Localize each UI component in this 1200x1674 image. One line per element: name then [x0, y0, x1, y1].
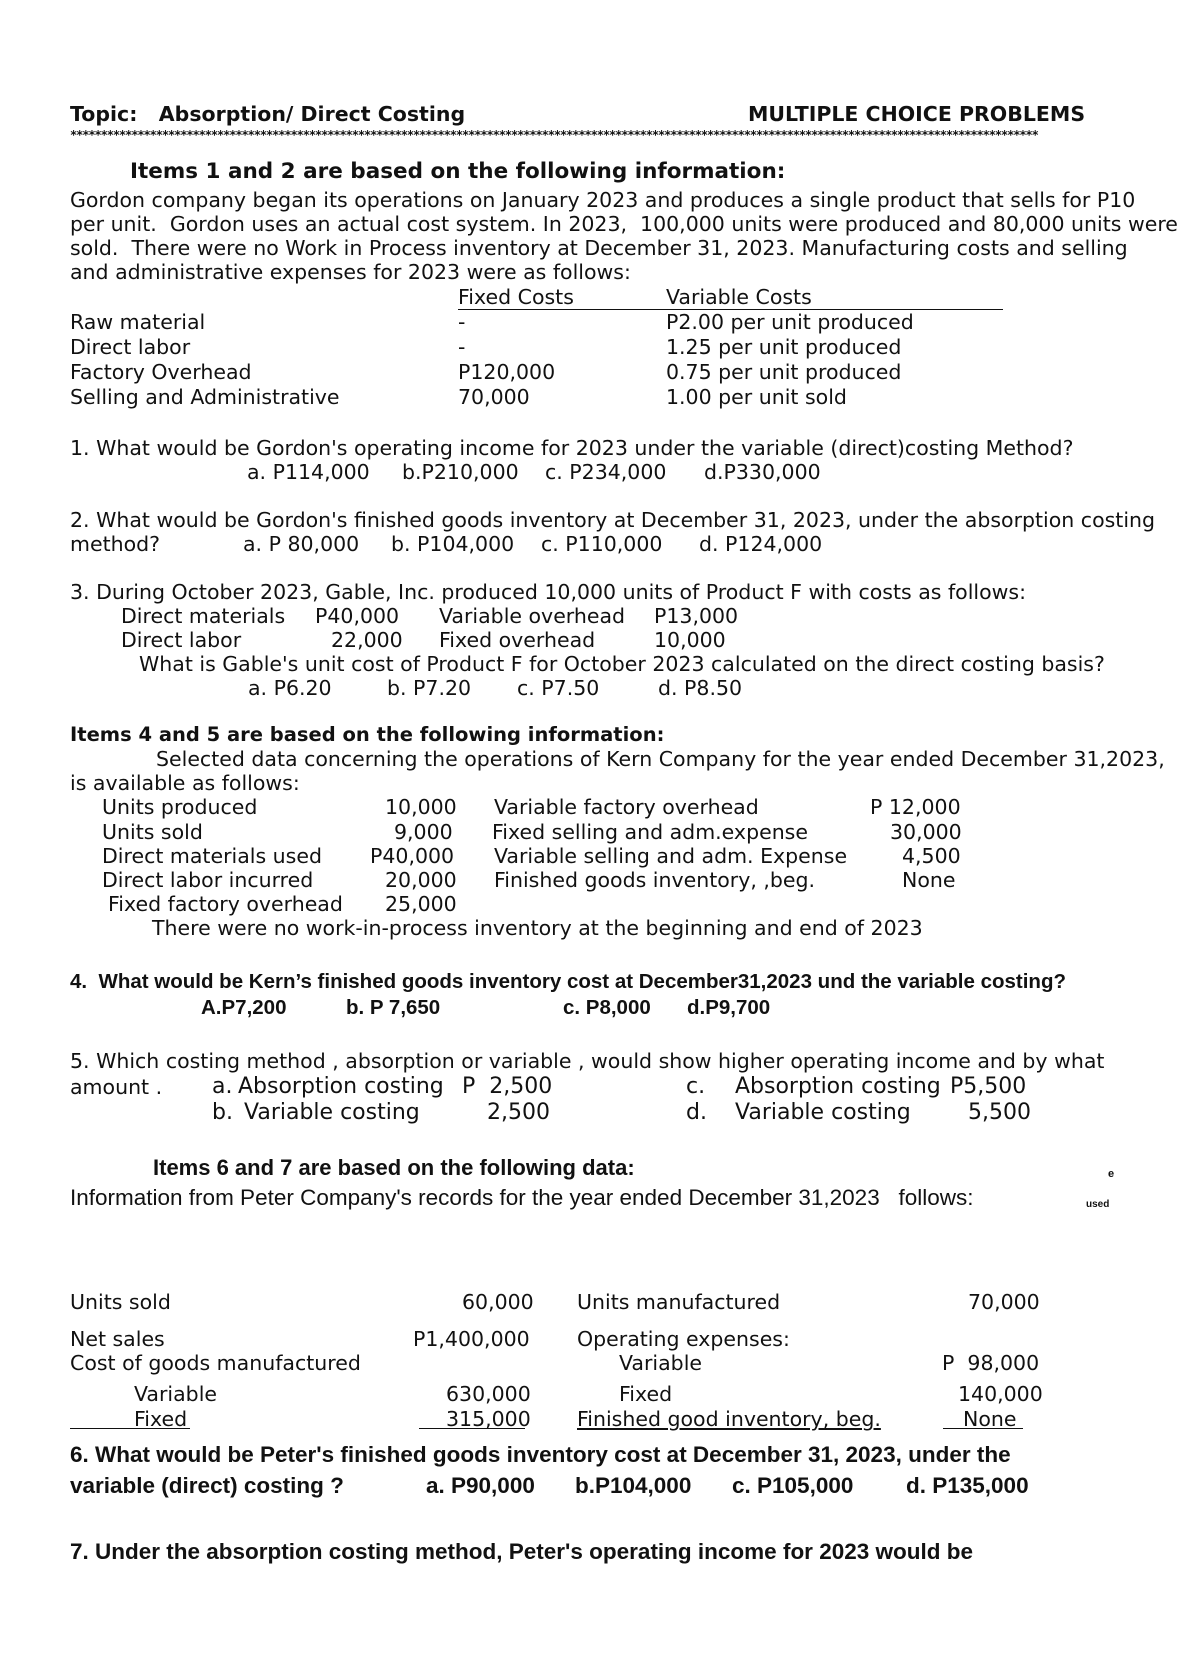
q6-choice-a: a. P90,000	[426, 1473, 535, 1498]
kern-data-label: Direct labor incurred	[102, 868, 314, 892]
kern-data-value: 10,000	[385, 795, 457, 819]
q6-choice-c: c. P105,000	[732, 1473, 854, 1498]
q5-choice-amount: P 2,500	[462, 1074, 553, 1099]
q3-cost-value: 22,000	[331, 628, 403, 652]
question-2-line-2: method?	[70, 532, 161, 556]
row-label: Direct labor	[70, 335, 191, 359]
kern-data-value: 4,500	[902, 844, 961, 868]
stray-mark: used	[1086, 1199, 1110, 1210]
q2-choice-d: d. P124,000	[699, 532, 823, 556]
peter-data-value: P1,400,000	[413, 1327, 530, 1351]
question-1: 1. What would be Gordon's operating income for 2023 under the variable (direct)costing Method?	[70, 436, 1074, 460]
kern-data-label: Variable selling and adm. Expense	[494, 844, 848, 868]
q5-choice-amount: 5,500	[968, 1100, 1031, 1125]
q5-choice-letter: a.	[212, 1074, 233, 1099]
q3-cost-value: P40,000	[315, 604, 400, 628]
items-4-5-heading: Items 4 and 5 are based on the following information:	[70, 723, 665, 746]
q1-choice-a: a. P114,000	[247, 460, 370, 484]
peter-data-label: Fixed	[619, 1382, 673, 1406]
question-3-intro: 3. During October 2023, Gable, Inc. produced 10,000 units of Product F with costs as follows:	[70, 580, 1026, 604]
q5-choice-amount: 2,500	[487, 1100, 550, 1125]
q3-choice-b: b. P7.20	[387, 676, 472, 700]
peter-data-label: Finished good inventory, beg.	[577, 1407, 881, 1431]
question-5-line-1: 5. Which costing method , absorption or variable , would show higher operating income and by what	[70, 1049, 1105, 1073]
q5-choice-letter: d.	[686, 1100, 707, 1125]
row-label: Selling and Administrative	[70, 385, 340, 409]
row-variable: 1.25 per unit produced	[666, 335, 902, 359]
items-6-7-heading: Items 6 and 7 are based on the following data:	[153, 1155, 635, 1180]
q2-choice-b: b. P104,000	[391, 532, 515, 556]
kern-data-label: Fixed factory overhead	[108, 892, 343, 916]
peter-data-value: P 98,000	[942, 1351, 1040, 1375]
q1-choice-d: d.P330,000	[704, 460, 821, 484]
kern-data-value: 30,000	[890, 820, 962, 844]
kern-data-value: 25,000	[385, 892, 457, 916]
q5-choice-letter: b.	[212, 1100, 233, 1125]
kern-data-label: Direct materials used	[102, 844, 322, 868]
q1-choice-b: b.P210,000	[402, 460, 519, 484]
row-fixed: P120,000	[458, 360, 556, 384]
kern-data-label: Variable factory overhead	[494, 795, 759, 819]
q3-cost-label: Fixed overhead	[439, 628, 596, 652]
peter-data-value: 140,000	[958, 1382, 1043, 1406]
peter-data-label: Net sales	[70, 1327, 165, 1351]
q4-choice-a: A.P7,200	[201, 996, 287, 1019]
question-7: 7. Under the absorption costing method, Peter's operating income for 2023 would be	[70, 1539, 973, 1564]
kern-data-label: Finished goods inventory, ,beg.	[494, 868, 816, 892]
q5-choice-amount: P5,500	[950, 1074, 1027, 1099]
kern-data-label: Units produced	[102, 795, 258, 819]
q5-choice-text: Absorption costing	[238, 1074, 444, 1099]
q5-choice-text: Absorption costing	[735, 1074, 941, 1099]
q2-choice-c: c. P110,000	[541, 532, 663, 556]
gordon-paragraph-line-1: Gordon company began its operations on January 2023 and produces a single product that sells for P10	[70, 188, 1136, 212]
peter-info: Information from Peter Company's records for the year ended December 31,2023 follows:	[70, 1185, 974, 1210]
fixed-costs-header: Fixed Costs	[458, 285, 574, 309]
kern-data-value: None	[902, 868, 956, 892]
peter-data-label: Units sold	[70, 1290, 171, 1314]
q2-choice-a: a. P 80,000	[243, 532, 360, 556]
kern-paragraph-line-2: is available as follows:	[70, 771, 300, 795]
row-fixed: -	[458, 310, 466, 334]
q3-cost-value: P13,000	[654, 604, 739, 628]
topic-title: Topic: Absorption/ Direct Costing	[70, 102, 466, 126]
q3-cost-label: Direct materials	[121, 604, 286, 628]
peter-data-value: 60,000	[462, 1290, 534, 1314]
peter-data-label: Variable	[619, 1351, 703, 1375]
q5-choice-text: Variable costing	[244, 1100, 420, 1125]
peter-data-label: Operating expenses:	[577, 1327, 790, 1351]
peter-data-value: 70,000	[968, 1290, 1040, 1314]
row-variable: 0.75 per unit produced	[666, 360, 902, 384]
row-fixed: 70,000	[458, 385, 530, 409]
row-variable: 1.00 per unit sold	[666, 385, 847, 409]
q4-choice-c: c. P8,000	[563, 996, 651, 1019]
q5-choice-letter: c.	[686, 1074, 706, 1099]
kern-data-value: P40,000	[370, 844, 455, 868]
q3-choice-a: a. P6.20	[248, 676, 332, 700]
question-4: 4. What would be Kern’s finished goods inventory cost at December31,2023 und the variable costing?	[70, 970, 1066, 993]
row-variable: P2.00 per unit produced	[666, 310, 914, 334]
peter-data-value: 630,000	[446, 1382, 531, 1406]
section-type: MULTIPLE CHOICE PROBLEMS	[748, 102, 1086, 126]
kern-note: There were no work-in-process inventory at the beginning and end of 2023	[152, 916, 923, 940]
kern-data-value: 20,000	[385, 868, 457, 892]
question-2-line-1: 2. What would be Gordon's finished goods inventory at December 31, 2023, under the absorption costing	[70, 508, 1156, 532]
question-3: What is Gable's unit cost of Product F for October 2023 calculated on the direct costing basis?	[139, 652, 1105, 676]
row-label: Factory Overhead	[70, 360, 252, 384]
question-5-line-2: amount .	[70, 1075, 163, 1099]
peter-data-label: Cost of goods manufactured	[70, 1351, 361, 1375]
question-6-line-1: 6. What would be Peter's finished goods inventory cost at December 31, 2023, under the	[70, 1442, 1011, 1467]
kern-data-value: P 12,000	[870, 795, 961, 819]
peter-data-value: 315,000	[446, 1407, 531, 1431]
stray-mark: e	[1108, 1168, 1115, 1180]
gordon-paragraph-line-3: sold. There were no Work in Process inventory at December 31, 2023. Manufacturing costs and selling	[70, 236, 1128, 260]
kern-data-label: Fixed selling and adm.expense	[492, 820, 808, 844]
q4-choice-d: d.P9,700	[687, 996, 771, 1019]
peter-data-label: Variable	[134, 1382, 218, 1406]
q3-choice-c: c. P7.50	[517, 676, 600, 700]
gordon-paragraph-line-4: and administrative expenses for 2023 were as follows:	[70, 260, 631, 284]
q3-cost-value: 10,000	[654, 628, 726, 652]
q3-cost-label: Variable overhead	[439, 604, 626, 628]
q6-choice-b: b.P104,000	[575, 1473, 692, 1498]
q5-choice-text: Variable costing	[735, 1100, 911, 1125]
peter-data-value: None	[963, 1407, 1017, 1431]
row-label: Raw material	[70, 310, 206, 334]
peter-data-label: Units manufactured	[577, 1290, 781, 1314]
gordon-paragraph-line-2: per unit. Gordon uses an actual cost system. In 2023, 100,000 units were produced and 80,000 units were	[70, 212, 1178, 236]
row-fixed: -	[458, 335, 466, 359]
q6-choice-d: d. P135,000	[906, 1473, 1029, 1498]
kern-data-value: 9,000	[394, 820, 453, 844]
question-6-line-2: variable (direct) costing ?	[70, 1473, 344, 1498]
q3-choice-d: d. P8.50	[658, 676, 743, 700]
q3-cost-label: Direct labor	[121, 628, 242, 652]
star-divider: **************************************************************************************************************************************************************	[70, 129, 1038, 141]
peter-data-label: Fixed	[134, 1407, 188, 1431]
kern-data-label: Units sold	[102, 820, 203, 844]
q1-choice-c: c. P234,000	[545, 460, 667, 484]
items-1-2-heading: Items 1 and 2 are based on the following information:	[130, 159, 786, 184]
kern-paragraph-line-1: Selected data concerning the operations of Kern Company for the year ended December 31,2023,	[156, 747, 1165, 771]
variable-costs-header: Variable Costs	[666, 285, 812, 309]
q4-choice-b: b. P 7,650	[346, 996, 441, 1019]
